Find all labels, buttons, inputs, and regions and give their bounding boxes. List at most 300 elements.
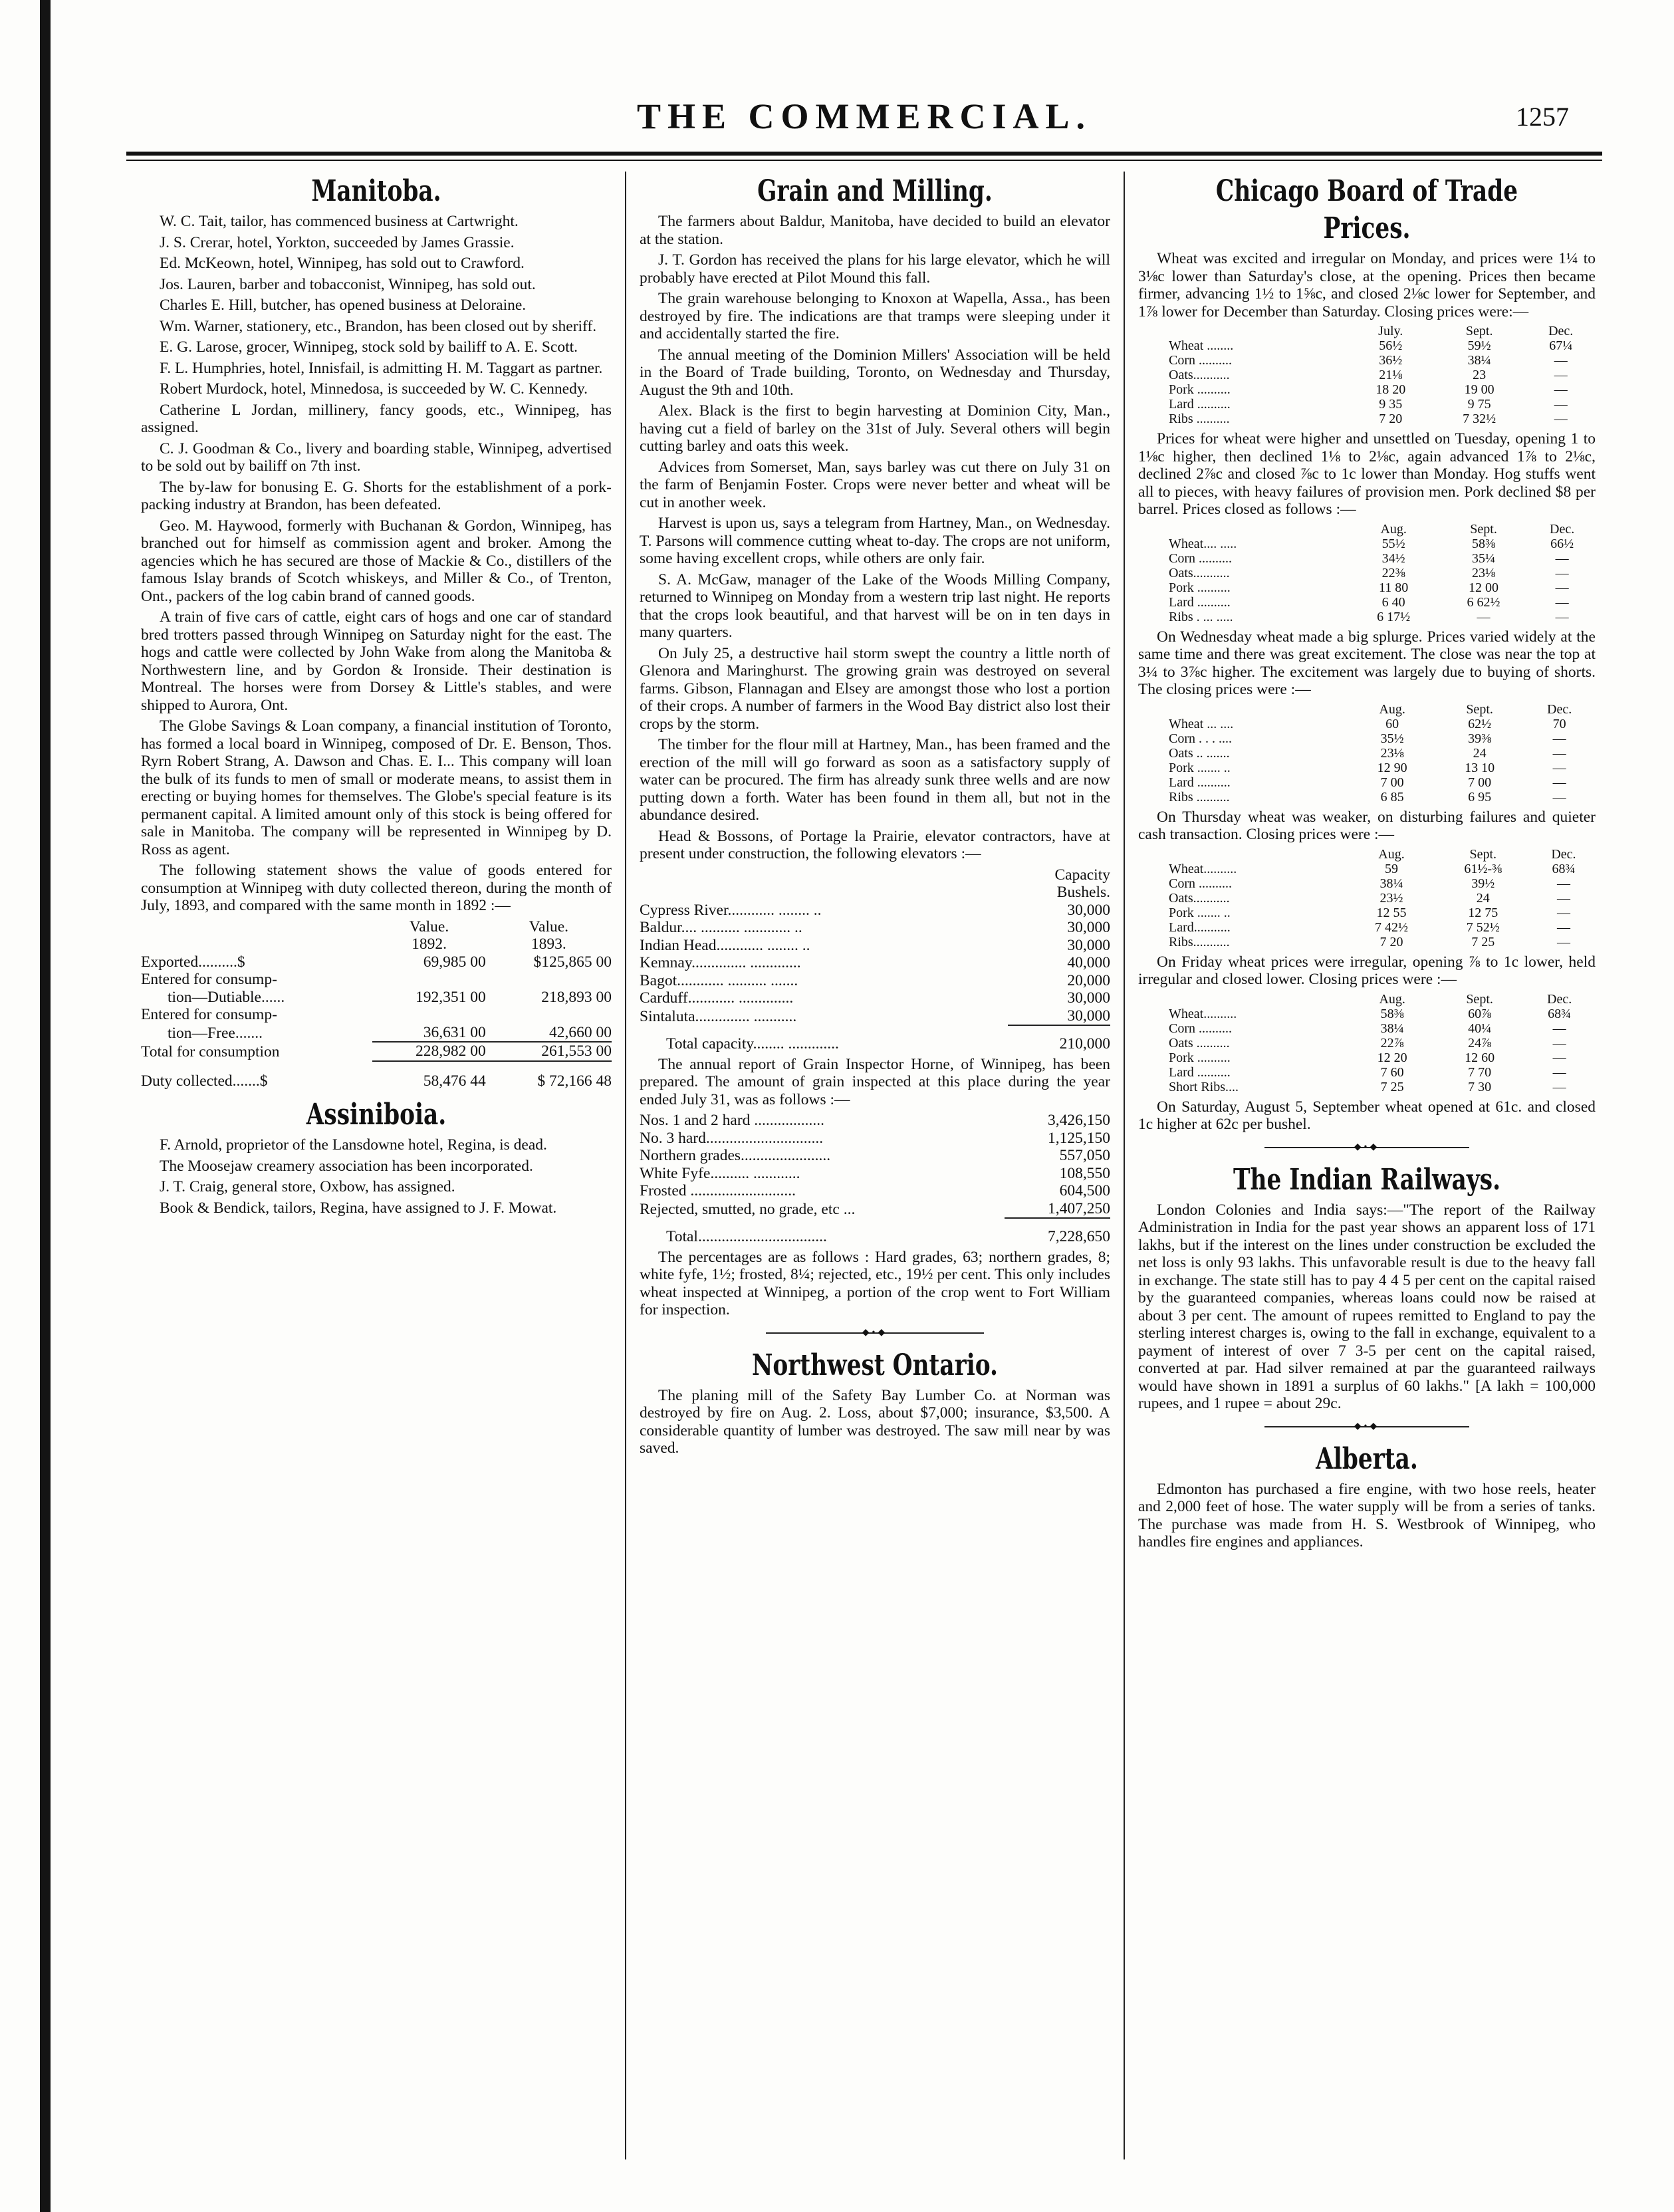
price-value: — — [1554, 368, 1568, 382]
news-item: Geo. M. Haywood, formerly with Buchanan & Gordon, Winnipeg, has branched out for himself as commission agent and broker. Among the agencies which he has secured are those of Mackie & Co., distillers of the famous Islay brands of Scotch whiskeys, and Miller & Co., of Trenton, Ont., packers of the log cabin brand of canned goods. — [141, 517, 612, 605]
news-item: The by-law for bonusing E. G. Shorts for the establishment of a pork-packing industry at Brandon, has been defeated. — [141, 478, 612, 513]
price-value: — — [1556, 934, 1570, 949]
table-row — [1138, 1007, 1596, 1021]
price-value: 36½ — [1379, 353, 1403, 368]
commodity-name: Oats........... — [1169, 368, 1230, 382]
price-value: 40¼ — [1468, 1021, 1492, 1036]
elevator-capacity: 30,000 — [1067, 919, 1110, 936]
price-value: 39⅜ — [1468, 731, 1492, 746]
masthead-rule-thin — [126, 160, 1602, 161]
table-row — [1138, 1065, 1596, 1080]
price-value: 68¾ — [1548, 1006, 1572, 1021]
commodity-name: Corn .......... — [1169, 876, 1232, 891]
commodity-name: Corn .......... — [1169, 1021, 1232, 1036]
alberta-text: Edmonton has purchased a fire engine, with two hose reels, heater and 2,000 feet of hose. The water supply will be from a series of tanks. The purchase was made from H. S. Westbrook of Winnipeg, who handles fire engines and appliances. — [1138, 1480, 1596, 1550]
section-divider — [1138, 1418, 1596, 1435]
customs-row-label: tion—Dutiable...... — [168, 988, 285, 1006]
price-value: 59 — [1385, 861, 1399, 876]
commodity-name: Wheat.......... — [1169, 1006, 1237, 1021]
table-row — [141, 971, 612, 989]
masthead-rule — [126, 152, 1602, 156]
section-heading-chicago-prices: Chicago Board of Trade Prices. — [1215, 174, 1518, 245]
inspection-amount: 557,050 — [1059, 1147, 1110, 1164]
customs-row-1892 — [372, 971, 485, 989]
price-value: 12 55 — [1376, 905, 1407, 920]
table-row — [640, 954, 1110, 972]
table-row — [1138, 876, 1596, 891]
price-header-blank — [1138, 324, 1348, 338]
news-item: Book & Bendick, tailors, Regina, have assigned to J. F. Mowat. — [160, 1199, 557, 1217]
column-right — [1138, 172, 1596, 2173]
price-value: 23⅛ — [1380, 745, 1404, 761]
table-row — [1138, 412, 1596, 426]
commodity-name: Corn .......... — [1169, 551, 1232, 566]
price-value: 59½ — [1467, 338, 1491, 353]
price-value: 7 32½ — [1463, 412, 1496, 426]
commodity-name: Ribs........... — [1169, 934, 1230, 949]
column-left — [141, 172, 612, 2173]
price-col-head: Sept. — [1469, 846, 1497, 862]
elevator-name: Indian Head............ ........ .. — [640, 936, 810, 954]
price-value: 23½ — [1379, 890, 1403, 906]
elevator-name: Cypress River............ ........ .. — [640, 901, 822, 919]
price-col-head: Aug. — [1379, 991, 1405, 1007]
inspection-amount: 1,125,150 — [1048, 1129, 1110, 1147]
publication-title: THE COMMERCIAL. — [636, 96, 1092, 136]
price-value: — — [1552, 789, 1566, 804]
price-value: 7 42½ — [1375, 920, 1409, 935]
thursday-report: On Thursday wheat was weaker, on disturbing failures and quieter cash transaction. Closing prices were :— — [1138, 808, 1596, 843]
price-value: 7 52½ — [1466, 920, 1500, 935]
commodity-name: Ribs .......... — [1169, 789, 1230, 804]
table-row — [1138, 580, 1596, 595]
commodity-name: Oats .. ....... — [1169, 745, 1230, 761]
price-value: 35¼ — [1472, 551, 1496, 566]
price-value: — — [1552, 731, 1566, 746]
commodity-name: Short Ribs.... — [1169, 1079, 1239, 1094]
indian-railways-text: London Colonies and India says:—"The report of the Railway Administration in India for the past year shows an apparent loss of 171 lakhs, but if the interest on the lines under construction be excluded the net loss is only 93 lakhs. This unfavorable result is due to the heavy fall in exchange. The state still has to pay 4 4 5 per cent on the capital raised by the guaranteed companies, whereas loans could now be raised at about 3 per cent. The amount of rupees remitted to England to pay the sterling interest charges is, owing to the fall in exchange, equivalent to a payment of interest of over 7 3-5 per cent on the capital raised, converted at par. Had silver remained at par the guaranteed railways would have shown in 1891 a surplus of 60 lakhs." [A lakh = 100,000 rupees, and 1 rupee = about 29c. — [1138, 1201, 1596, 1412]
price-value: 68¾ — [1552, 861, 1576, 876]
inspection-amount: 604,500 — [1059, 1182, 1110, 1199]
customs-row-1893 — [486, 1006, 612, 1024]
price-value: 62½ — [1468, 716, 1492, 731]
inspection-amount: 1,407,250 — [1048, 1199, 1110, 1217]
price-value: — — [1552, 1035, 1566, 1050]
price-value: 67¼ — [1549, 338, 1573, 353]
table-row — [1138, 1080, 1596, 1094]
price-col-head: Dec. — [1548, 324, 1574, 338]
price-value: 60⅞ — [1468, 1006, 1492, 1021]
customs-row-1893: 42,660 00 — [549, 1023, 612, 1041]
table-header-row — [1138, 992, 1596, 1007]
news-item: Alex. Black is the first to begin harvesting at Dominion City, Man., having cut a field of barley on the 31st of July. Several others will begin cutting barley and oats this week. — [640, 402, 1110, 455]
price-value: 58⅜ — [1380, 1006, 1404, 1021]
inspection-total-value: 7,228,650 — [1005, 1218, 1110, 1246]
customs-col-year-1892: 1892. — [412, 935, 447, 953]
price-value: 38¼ — [1380, 1021, 1404, 1036]
price-col-head: Aug. — [1379, 701, 1405, 717]
news-item: Advices from Somerset, Man, says barley was cut there on July 31 on the farm of Benjamin Foster. Crops were never better and wheat will be cut in another week. — [640, 458, 1110, 511]
price-col-head: Dec. — [1550, 521, 1575, 537]
price-value: — — [1556, 876, 1570, 891]
price-value: 19 00 — [1464, 382, 1495, 397]
news-item: Head & Bossons, of Portage la Prairie, elevator contractors, have at present under construction, the following elevators :— — [640, 827, 1110, 862]
column-divider-2 — [1124, 172, 1125, 2159]
price-value: — — [1555, 580, 1569, 595]
customs-row-label: Entered for consump- — [141, 1006, 277, 1023]
inspection-amount: 108,550 — [1059, 1164, 1110, 1182]
elevators-table — [640, 866, 1110, 1053]
table-row — [640, 1130, 1110, 1148]
price-value: 60 — [1385, 716, 1399, 731]
price-col-head: Dec. — [1547, 991, 1572, 1007]
price-value: 39½ — [1471, 876, 1495, 891]
price-value: 7 30 — [1468, 1079, 1492, 1094]
elevator-capacity: 30,000 — [1067, 989, 1110, 1007]
saturday-report: On Saturday, August 5, September wheat opened at 61c. and closed 1c higher at 62c per bushel. — [1138, 1098, 1596, 1133]
price-value: — — [1554, 397, 1568, 412]
price-value: 6 62½ — [1467, 594, 1500, 610]
commodity-name: Pork .......... — [1169, 1050, 1231, 1065]
commodity-name: Pork .......... — [1169, 382, 1231, 397]
news-item: J. T. Gordon has received the plans for his large elevator, which he will probably have erected at Pilot Mound this fall. — [640, 251, 1110, 287]
price-value: 21⅛ — [1379, 368, 1403, 382]
price-value: 24 — [1473, 745, 1487, 761]
price-value: 7 25 — [1380, 1079, 1404, 1094]
price-value: — — [1555, 609, 1569, 624]
elevator-capacity: 40,000 — [1067, 954, 1110, 971]
table-row — [1138, 790, 1596, 804]
news-item: The following statement shows the value of goods entered for consumption at Winnipeg with duty collected thereon, during the month of July, 1893, and compared with the same month in 1892 :— — [141, 862, 612, 914]
table-row — [1138, 731, 1596, 746]
commodity-name: Oats .......... — [1169, 1035, 1230, 1050]
table-row — [640, 989, 1110, 1007]
masthead — [146, 93, 1582, 146]
table-row — [1138, 746, 1596, 761]
table-row — [640, 1182, 1110, 1200]
inspection-grade: Nos. 1 and 2 hard .................. — [640, 1112, 825, 1129]
grain-items — [640, 213, 1110, 863]
inspection-grade: Northern grades....................... — [640, 1147, 831, 1164]
price-value: 9 75 — [1467, 397, 1491, 412]
table-row — [141, 989, 612, 1007]
table-header-row — [1138, 522, 1596, 537]
price-value: 7 00 — [1468, 775, 1492, 790]
customs-row-label: Exported..........$ — [141, 953, 245, 971]
customs-row-1893: $125,865 00 — [533, 953, 612, 971]
news-item: E. G. Larose, grocer, Winnipeg, stock sold by bailiff to A. E. Scott. — [160, 338, 578, 356]
section-heading-assiniboia: Assiniboia. — [306, 1098, 447, 1132]
news-item: C. J. Goodman & Co., livery and boarding stable, Winnipeg, advertised to be sold out by bailiff on 7th inst. — [141, 439, 612, 475]
customs-total-label: Total for consumption — [141, 1043, 280, 1060]
news-item: A train of five cars of cattle, eight cars of hogs and one car of standard bred trotters passed through Winnipeg on Saturday night for the east. The hogs and cattle were collected by John Wake from along the Manitoba & Northwestern line, and by Gordon & Ironside. Their destination is Montreal. The horses were from Dorsey & Little's stables, and were shipped to Aurora, Ont. — [141, 608, 612, 714]
customs-table — [141, 918, 612, 1090]
price-value: 7 70 — [1468, 1064, 1492, 1080]
news-item: Ed. McKeown, hotel, Winnipeg, has sold out to Crawford. — [160, 255, 525, 272]
commodity-name: Lard .......... — [1169, 1064, 1231, 1080]
price-value: 9 35 — [1379, 397, 1403, 412]
customs-total-1893: 261,553 00 — [486, 1042, 612, 1061]
commodity-name: Lard .......... — [1169, 594, 1231, 610]
price-value: 23 — [1473, 368, 1487, 382]
price-value: 70 — [1552, 716, 1566, 731]
table-row — [1138, 862, 1596, 876]
price-value: 12 60 — [1465, 1050, 1495, 1065]
assiniboia-items — [141, 1136, 612, 1217]
price-col-head: Sept. — [1470, 521, 1497, 537]
commodity-name: Oats........... — [1169, 565, 1230, 580]
elevator-name: Sintaluta.............. ........... — [640, 1007, 797, 1025]
price-value: 38¼ — [1467, 353, 1491, 368]
price-value: 58⅜ — [1472, 536, 1496, 551]
table-row — [1138, 1050, 1596, 1065]
news-item: The planing mill of the Safety Bay Lumber Co. at Norman was destroyed by fire on Aug. 2. Loss, about $7,000; insurance, $3,500. A considerable quantity of lumber was destroyed. The saw mill near by was saved. — [640, 1386, 1110, 1457]
price-value: 18 20 — [1375, 382, 1406, 397]
customs-duty-label: Duty collected.......$ — [141, 1072, 268, 1090]
commodity-name: Wheat.... ..... — [1169, 536, 1237, 551]
section-heading-grain-milling: Grain and Milling. — [757, 174, 993, 208]
news-item: Robert Murdock, hotel, Minnedosa, is succeeded by W. C. Kennedy. — [160, 380, 588, 398]
elevator-name: Baldur.... .......... ............ .. — [640, 919, 802, 936]
price-value: — — [1555, 565, 1569, 580]
customs-row-1892: 69,985 00 — [423, 953, 486, 971]
news-item: Catherine L Jordan, millinery, fancy goods, etc., Winnipeg, has assigned. — [141, 401, 612, 436]
price-value: 7 00 — [1380, 775, 1404, 790]
price-col-head: Dec. — [1551, 846, 1576, 862]
news-item: The farmers about Baldur, Manitoba, have decided to build an elevator at the station. — [640, 213, 1110, 248]
price-value: 13 10 — [1465, 760, 1495, 775]
price-value: 7 20 — [1379, 412, 1403, 426]
table-row — [640, 902, 1110, 920]
inspection-amount: 3,426,150 — [1048, 1112, 1110, 1129]
customs-row-1893 — [486, 971, 612, 989]
commodity-name: Wheat.......... — [1169, 861, 1237, 876]
price-value: — — [1552, 1079, 1566, 1094]
price-value: 6 85 — [1380, 789, 1404, 804]
section-heading-northwest-ontario: Northwest Ontario. — [752, 1348, 998, 1382]
news-item: The Globe Savings & Loan company, a financial institution of Toronto, has formed a local board in Winnipeg, composed of Dr. E. Benson, Thos. Ryrn Robert Strang, A. Dawson and Chas. E. I... This company will loan the bulk of its funds to men of small or moderate means, to assist them in erecting or buying homes for themselves. The Globe's special feature is its permanent capital. A limited amount only of this stock is being offered for sale in Manitoba. The company will be represented in Winnipeg by D. Ross as agent. — [141, 717, 612, 858]
wednesday-prices-table — [1138, 702, 1596, 804]
news-item: The timber for the flour mill at Hartney, Man., has been framed and the erection of the mill will go forward as soon as a satisfactory supply of water can be procured. The firm has already sunk three wells and are now putting down a forth. Water has been found in them all, but not in the abundance desired. — [640, 736, 1110, 824]
table-row — [141, 953, 612, 971]
elevator-capacity: 30,000 — [1067, 1007, 1110, 1025]
price-value: — — [1554, 353, 1568, 368]
news-item: Jos. Lauren, barber and tobacconist, Winnipeg, has sold out. — [160, 275, 536, 293]
table-row — [1138, 761, 1596, 775]
table-row — [1138, 717, 1596, 731]
monday-prices-table — [1138, 324, 1596, 426]
price-value: 55½ — [1381, 536, 1405, 551]
commodity-name: Pork .......... — [1169, 580, 1231, 595]
table-row — [1138, 595, 1596, 610]
price-value: 6 17½ — [1377, 609, 1411, 624]
inspection-grade: No. 3 hard.............................. — [640, 1129, 824, 1147]
thursday-prices-table — [1138, 847, 1596, 949]
customs-row-1892: 192,351 00 — [415, 988, 486, 1006]
price-value: — — [1556, 920, 1570, 935]
section-heading-alberta: Alberta. — [1316, 1441, 1418, 1476]
customs-row-1892: 36,631 00 — [423, 1023, 486, 1041]
price-value: 22⅞ — [1380, 1035, 1404, 1050]
table-row — [1138, 368, 1596, 382]
commodity-name: Pork ....... .. — [1169, 760, 1231, 775]
tuesday-prices-table — [1138, 522, 1596, 624]
commodity-name: Corn . . . .... — [1169, 731, 1232, 746]
news-item: The annual meeting of the Dominion Millers' Association will be held in the Board of Trade building, Toronto, on Wednesday and Thursday, August the 9th and 10th. — [640, 346, 1110, 399]
commodity-name: Oats........... — [1169, 890, 1230, 906]
news-item: Charles E. Hill, butcher, has opened business at Deloraine. — [160, 297, 527, 314]
price-col-head: Sept. — [1466, 991, 1493, 1007]
elevators-head-capacity: Capacity — [1054, 866, 1110, 884]
page-binding-edge — [40, 0, 51, 2212]
price-value: 24 — [1476, 890, 1490, 906]
table-row — [1138, 775, 1596, 790]
news-item: J. S. Crerar, hotel, Yorkton, succeeded by James Grassie. — [160, 233, 515, 251]
elevator-capacity: 20,000 — [1067, 971, 1110, 989]
customs-col-head-1892: Value. — [409, 918, 449, 935]
tuesday-report: Prices for wheat were higher and unsettled on Tuesday, opening 1 to 1⅛c higher, then declined 1⅛ to 2⅛c, again advanced 1⅞ to 2⅛c, declined 2⅞c and closed ⅞c to 1c lower than Monday. Hog stuffs went all to pieces, with heavy failures of provision men. Pork declined $8 per barrel. Prices closed as follows :— — [1138, 430, 1596, 518]
table-row — [1138, 382, 1596, 397]
price-value: — — [1556, 905, 1570, 920]
table-row — [640, 937, 1110, 955]
price-value: 12 20 — [1377, 1050, 1407, 1065]
customs-row-1893: 218,893 00 — [541, 988, 612, 1006]
northwest-ontario-items — [640, 1387, 1110, 1457]
inspection-table — [640, 1112, 1110, 1246]
customs-total-1892: 228,982 00 — [372, 1042, 485, 1061]
table-row — [1138, 338, 1596, 353]
commodity-name: Wheat ... .... — [1169, 716, 1234, 731]
table-row — [640, 1200, 1110, 1219]
news-item: W. C. Tait, tailor, has commenced business at Cartwright. — [160, 213, 519, 230]
table-row — [1138, 353, 1596, 368]
news-item: The Moosejaw creamery association has been incorporated. — [160, 1157, 533, 1175]
price-value: — — [1555, 594, 1569, 610]
inspection-grade: Frosted ........................... — [640, 1182, 796, 1199]
news-item: F. L. Humphries, hotel, Innisfail, is admitting H. M. Taggart as partner. — [160, 359, 603, 377]
price-value: 7 20 — [1379, 934, 1403, 949]
table-row — [640, 1112, 1110, 1130]
commodity-name: Pork ....... .. — [1169, 905, 1231, 920]
price-value: — — [1552, 760, 1566, 775]
monday-report: Wheat was excited and irregular on Monday, and prices were 1¼ to 3⅛c lower than Saturday's close, at the opening. Prices then became firmer, advancing 1½ to 1⅝c, and closed 2⅛c lower for September, and 1⅞ lower for December than Saturday. Closing prices were:— — [1138, 250, 1596, 320]
price-header-blank — [1138, 702, 1348, 717]
price-col-head: Dec. — [1547, 701, 1572, 717]
table-row — [1138, 397, 1596, 412]
elevators-total-value: 210,000 — [1008, 1025, 1110, 1053]
price-value: 56½ — [1379, 338, 1403, 353]
news-item: J. T. Craig, general store, Oxbow, has assigned. — [160, 1178, 455, 1195]
table-header-row — [1138, 702, 1596, 717]
price-value: 11 80 — [1379, 580, 1409, 595]
elevator-name: Bagot............ .......... ....... — [640, 971, 798, 989]
price-value: 22⅜ — [1381, 565, 1405, 580]
price-value: — — [1556, 890, 1570, 906]
section-heading-indian-railways: The Indian Railways. — [1233, 1162, 1501, 1197]
elevator-name: Carduff............ .............. — [640, 989, 794, 1007]
table-row — [1138, 1021, 1596, 1036]
table-header-row — [1138, 847, 1596, 862]
news-item: The grain warehouse belonging to Knoxon at Wapella, Assa., has been destroyed by fire. The indications are that tramps were sleeping under it and accidentally started the fire. — [640, 290, 1110, 342]
price-col-head: Aug. — [1380, 521, 1407, 537]
price-value: 12 90 — [1377, 760, 1407, 775]
elevators-total-label: Total capacity........ ............. — [666, 1035, 839, 1052]
table-row — [1138, 537, 1596, 551]
price-value: 38¼ — [1379, 876, 1403, 891]
price-value: 34½ — [1381, 551, 1405, 566]
table-row — [1138, 891, 1596, 906]
price-value: — — [1552, 1050, 1566, 1065]
commodity-name: Ribs . ... ..... — [1169, 609, 1233, 624]
price-col-head: Sept. — [1465, 324, 1493, 338]
price-value: 7 25 — [1471, 934, 1495, 949]
elevator-capacity: 30,000 — [1067, 901, 1110, 919]
elevators-head-bushels: Bushels. — [1056, 884, 1110, 901]
commodity-name: Lard .......... — [1169, 775, 1231, 790]
commodity-name: Wheat ........ — [1169, 338, 1234, 353]
price-value: 24⅞ — [1468, 1035, 1492, 1050]
table-row — [1138, 551, 1596, 566]
inspection-grade: Rejected, smutted, no grade, etc ... — [640, 1200, 856, 1218]
section-heading-manitoba: Manitoba. — [311, 174, 441, 208]
table-row — [640, 919, 1110, 937]
news-item: S. A. McGaw, manager of the Lake of the Woods Milling Company, returned to Winnipeg on Monday from a western trip last night. He reports that the crops look beautiful, and that harvest will be on in ten days in many quarters. — [640, 570, 1110, 641]
price-header-blank — [1138, 522, 1348, 537]
price-value: — — [1552, 745, 1566, 761]
price-value: — — [1555, 551, 1569, 566]
commodity-name: Lard .......... — [1169, 397, 1231, 412]
table-row — [141, 1006, 612, 1024]
table-row — [1138, 566, 1596, 580]
table-header-row — [1138, 324, 1596, 338]
table-row — [640, 1007, 1110, 1026]
price-value: 6 95 — [1468, 789, 1492, 804]
news-item: Harvest is upon us, says a telegram from Hartney, Man., on Wednesday. T. Parsons will commence cutting wheat to-day. The crops are not uniform, some having excellent crops, while others are only fair. — [640, 515, 1110, 567]
manitoba-items — [141, 213, 612, 915]
price-value: 7 60 — [1380, 1064, 1404, 1080]
table-row — [1138, 920, 1596, 935]
price-header-blank — [1138, 992, 1348, 1007]
news-item: F. Arnold, proprietor of the Lansdowne hotel, Regina, is dead. — [160, 1136, 547, 1154]
inspection-total-label: Total................................. — [666, 1228, 827, 1245]
commodity-name: Ribs .......... — [1169, 412, 1230, 426]
price-value: — — [1554, 412, 1568, 426]
price-value: 12 75 — [1468, 905, 1498, 920]
elevator-capacity: 30,000 — [1067, 936, 1110, 954]
price-value: — — [1552, 775, 1566, 790]
price-value: 61½-⅜ — [1464, 861, 1502, 876]
table-row — [141, 1024, 612, 1043]
price-col-head: Aug. — [1378, 846, 1405, 862]
friday-prices-table — [1138, 992, 1596, 1094]
table-row — [640, 1165, 1110, 1183]
customs-row-label: tion—Free....... — [168, 1024, 263, 1042]
price-value: 23⅛ — [1472, 565, 1496, 580]
price-value: 66½ — [1550, 536, 1574, 551]
friday-report: On Friday wheat prices were irregular, opening ⅞ to 1c lower, held irregular and closed lower. Closing prices were :— — [1138, 953, 1596, 988]
section-divider — [640, 1324, 1110, 1342]
price-col-head: Sept. — [1466, 701, 1493, 717]
customs-row-1892 — [372, 1006, 485, 1024]
price-value: — — [1477, 609, 1491, 624]
price-value: 6 40 — [1381, 594, 1405, 610]
percentages-text: The percentages are as follows : Hard grades, 63; northern grades, 8; white fyfe, 1½; frosted, 8¼; rejected, etc., 19½ per cent. This only includes wheat inspected at Winnipeg, a portion of the crop went to Fort William for inspection. — [640, 1248, 1110, 1318]
wednesday-report: On Wednesday wheat made a big splurge. Prices varied widely at the same time and there was great excitement. The close was near the top at 3¼ to 3⅞c higher. The excitement was largely due to buying of shorts. The closing prices were :— — [1138, 628, 1596, 698]
page-number: 1257 — [1516, 102, 1569, 132]
table-row — [640, 972, 1110, 990]
price-value: — — [1552, 1064, 1566, 1080]
section-divider — [1138, 1139, 1596, 1156]
